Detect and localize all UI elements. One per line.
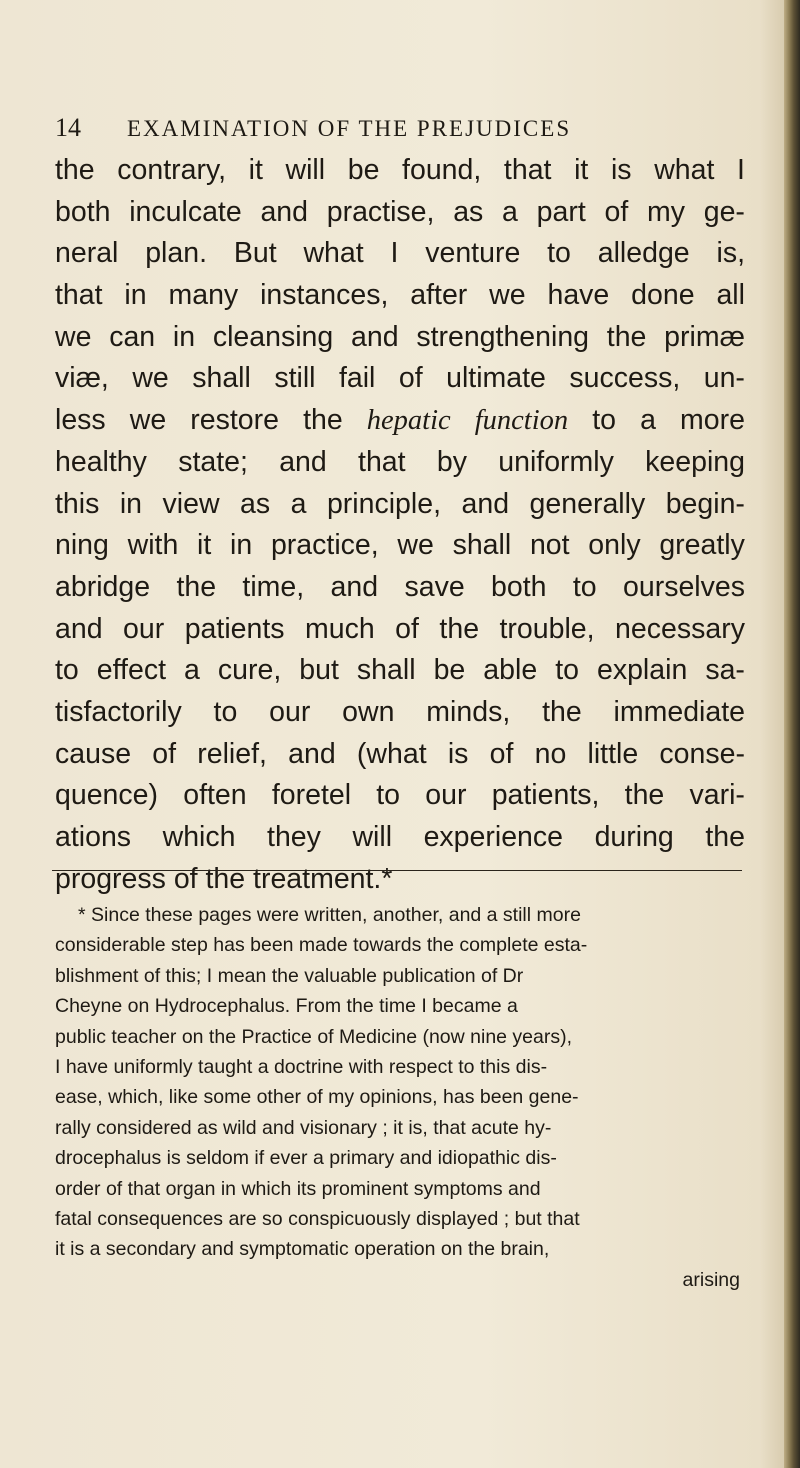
footnote-line: Cheyne on Hydrocephalus. From the time I became a [55, 995, 518, 1018]
page-edge [784, 0, 800, 1468]
footnote-line: blishment of this; I mean the valuable publication of Dr [55, 964, 524, 987]
body-text [55, 150, 745, 900]
body-line: progress of the treatment.* [55, 862, 393, 895]
body-line: less we restore the hepatic function to a more [55, 404, 745, 437]
body-line: that in many instances, after we have done all [55, 279, 745, 312]
body-line: ations which they will experience during the [55, 821, 745, 853]
page-header [55, 113, 755, 153]
footnote-line: order of that organ in which its prominent symptoms and [55, 1177, 541, 1200]
footnote-line: drocephalus is seldom if ever a primary and idiopathic dis- [55, 1147, 557, 1170]
body-line: we can in cleansing and strengthening the primæ [55, 320, 745, 353]
body-line: and our patients much of the trouble, necessary [55, 612, 745, 645]
footnote-line: I have uniformly taught a doctrine with respect to this dis- [55, 1055, 548, 1078]
body-line: both inculcate and practise, as a part of my ge- [55, 195, 745, 228]
footnote-line: rally considered as wild and visionary ; it is, that acute hy- [55, 1116, 552, 1139]
footnote-line: fatal consequences are so conspicuously displayed ; but that [55, 1207, 580, 1230]
body-line: the contrary, it will be found, that it is what I [55, 154, 745, 186]
body-line: abridge the time, and save both to ourselves [55, 570, 745, 603]
footnote-line: considerable step has been made towards the complete esta- [55, 934, 588, 957]
footnote-line: public teacher on the Practice of Medicine (now nine years), [55, 1025, 573, 1048]
footnote-rule [52, 870, 742, 871]
catchword: arising [682, 1268, 740, 1291]
body-line: quence) often foretel to our patients, the vari- [55, 779, 745, 812]
body-line: to effect a cure, but shall be able to explain sa- [55, 654, 745, 687]
body-line: cause of relief, and (what is of no little conse- [55, 737, 745, 770]
footnote-line: it is a secondary and symptomatic operation on the brain, [55, 1238, 550, 1261]
body-line: healthy state; and that by uniformly keeping [55, 445, 745, 478]
body-line: viæ, we shall still fail of ultimate success, un- [55, 362, 745, 395]
running-head: EXAMINATION OF THE PREJUDICES [127, 116, 572, 141]
footnote-line: * Since these pages were written, another, and a still more [78, 904, 581, 926]
body-line: tisfactorily to our own minds, the immediate [55, 695, 745, 728]
body-line: this in view as a principle, and generally begin- [55, 487, 745, 520]
body-line: neral plan. But what I venture to alledge is, [55, 237, 745, 270]
body-line: ning with it in practice, we shall not only greatly [55, 529, 745, 562]
footnote-line: ease, which, like some other of my opinions, has been gene- [55, 1086, 579, 1109]
footnote [55, 900, 740, 1295]
page-number: 14 [55, 113, 81, 142]
